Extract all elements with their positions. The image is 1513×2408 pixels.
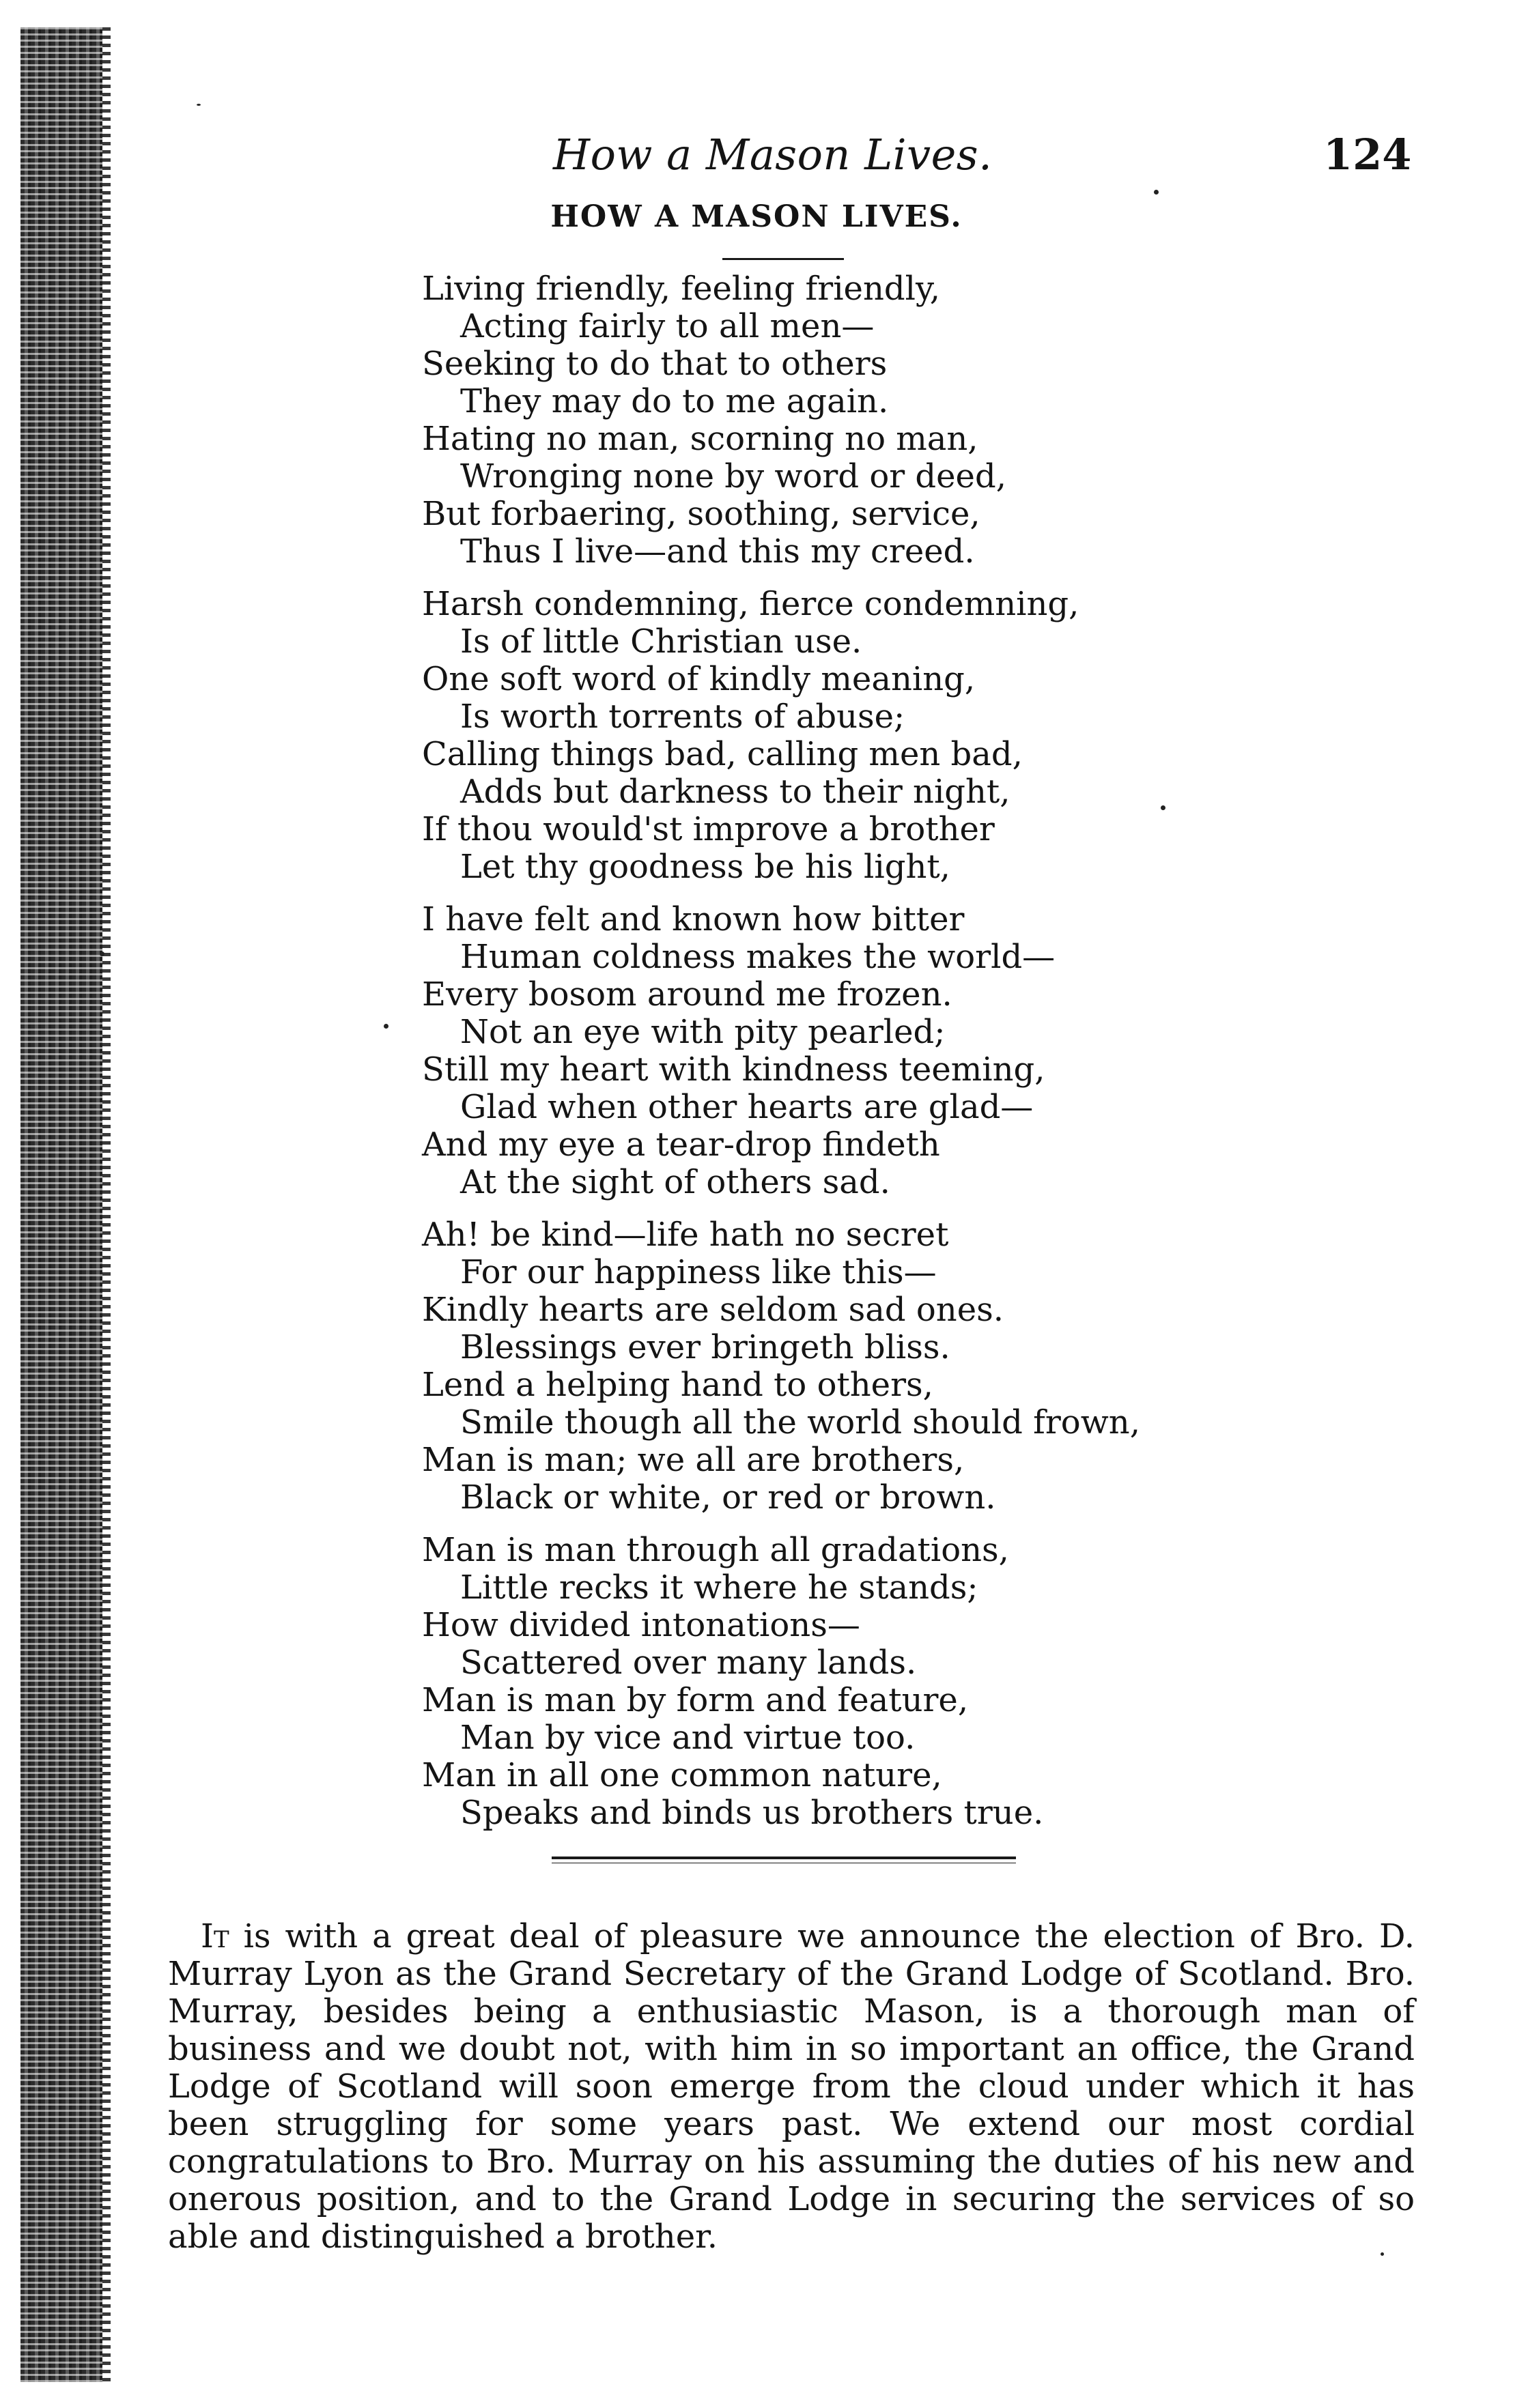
poem-line: Still my heart with kindness teeming, (422, 1050, 1045, 1089)
poem-line: Hating no man, scorning no man, (422, 420, 978, 458)
poem-line: Wronging none by word or deed, (460, 457, 1006, 496)
title-rule (722, 258, 844, 260)
poem-line: At the sight of others sad. (460, 1163, 890, 1201)
poem-line: Thus I live—and this my creed. (460, 532, 975, 571)
poem-line: Every bosom around me frozen. (422, 975, 952, 1014)
poem-stanza (422, 1216, 1432, 1517)
poem-line: Let thy goodness be his light, (460, 848, 950, 886)
poem-stanza (422, 270, 1432, 571)
announcement-paragraph (168, 1918, 1415, 2256)
poem-line: Living friendly, feeling friendly, (422, 270, 940, 308)
poem-stanza (422, 901, 1432, 1201)
poem-line: Seeking to do that to others (422, 345, 888, 383)
poem-line: Man is man by form and feature, (422, 1681, 969, 1719)
poem-body (422, 270, 1432, 1847)
poem-line: Kindly hearts are seldom sad ones. (422, 1291, 1004, 1329)
poem-line: Man by vice and virtue too. (460, 1719, 916, 1757)
poem-line: Not an eye with pity pearled; (460, 1013, 946, 1051)
poem-line: Glad when other hearts are glad— (460, 1088, 1034, 1126)
poem-stanza (422, 1532, 1432, 1832)
poem-line: Scattered over many lands. (460, 1644, 917, 1682)
poem-title: HOW A MASON LIVES. (550, 199, 963, 234)
poem-line: They may do to me again. (460, 382, 889, 420)
poem-line: If thou would'st improve a brother (422, 810, 995, 848)
poem-line: Blessings ever bringeth bliss. (460, 1328, 950, 1366)
ink-speck (100, 951, 104, 956)
poem-line: Smile though all the world should frown, (460, 1403, 1140, 1442)
running-head-title: How a Mason Lives. (553, 130, 993, 180)
poem-line: Black or white, or red or brown. (460, 1478, 996, 1517)
poem-line: Acting fairly to all men— (460, 307, 875, 345)
poem-line: Man is man through all gradations, (422, 1531, 1009, 1569)
poem-line: Harsh condemning, fierce condemning, (422, 585, 1079, 623)
ink-speck (1161, 805, 1165, 810)
binding-edge (20, 27, 102, 2382)
poem-line: And my eye a tear-drop findeth (422, 1126, 940, 1164)
poem-line: Human coldness makes the world— (460, 938, 1056, 976)
poem-line: Lend a helping hand to others, (422, 1366, 933, 1404)
poem-line: Is worth torrents of abuse; (460, 698, 905, 736)
poem-line: Man is man; we all are brothers, (422, 1441, 965, 1479)
poem-line: Ah! be kind—life hath no secret (422, 1216, 949, 1254)
ink-speck (197, 104, 201, 106)
ink-speck (384, 1024, 388, 1029)
poem-line: For our happiness like this— (460, 1253, 937, 1291)
poem-line: Is of little Christian use. (460, 622, 862, 661)
poem-line: But forbaering, soothing, service, (422, 495, 980, 533)
poem-line: One soft word of kindly meaning, (422, 660, 976, 698)
poem-stanza (422, 586, 1432, 886)
poem-line: Little recks it where he stands; (460, 1568, 978, 1607)
section-divider (552, 1857, 1016, 1859)
announcement-lead: It (201, 1917, 229, 1955)
poem-line: How divided intonations— (422, 1606, 860, 1644)
poem-line: Man in all one common nature, (422, 1756, 942, 1794)
poem-line: Adds but darkness to their night, (460, 773, 1010, 811)
ink-speck (1381, 2252, 1384, 2256)
announcement-text: is with a great deal of pleasure we announce the election of Bro. D. Murray Lyon as the Grand Secretary of the Grand Lodge of Scotland. Bro. Murray, besides being a enthusiastic Mason, is a thorough man of business and we doubt not, with him in so important an office, the Grand Lodge of Scotland will soon emerge from the cloud under which it has been struggling for some years past. We extend our most cordial congratulations to Bro. Murray on his assuming the duties of his new and onerous position, and to the Grand Lodge in securing the services of so able and distinguished a brother. (168, 1917, 1415, 2256)
poem-line: I have felt and known how bitter (422, 900, 965, 938)
poem-line: Calling things bad, calling men bad, (422, 735, 1023, 773)
ink-speck (1154, 190, 1159, 195)
page-number: 124 (1323, 130, 1412, 180)
poem-line: Speaks and binds us brothers true. (460, 1794, 1044, 1832)
